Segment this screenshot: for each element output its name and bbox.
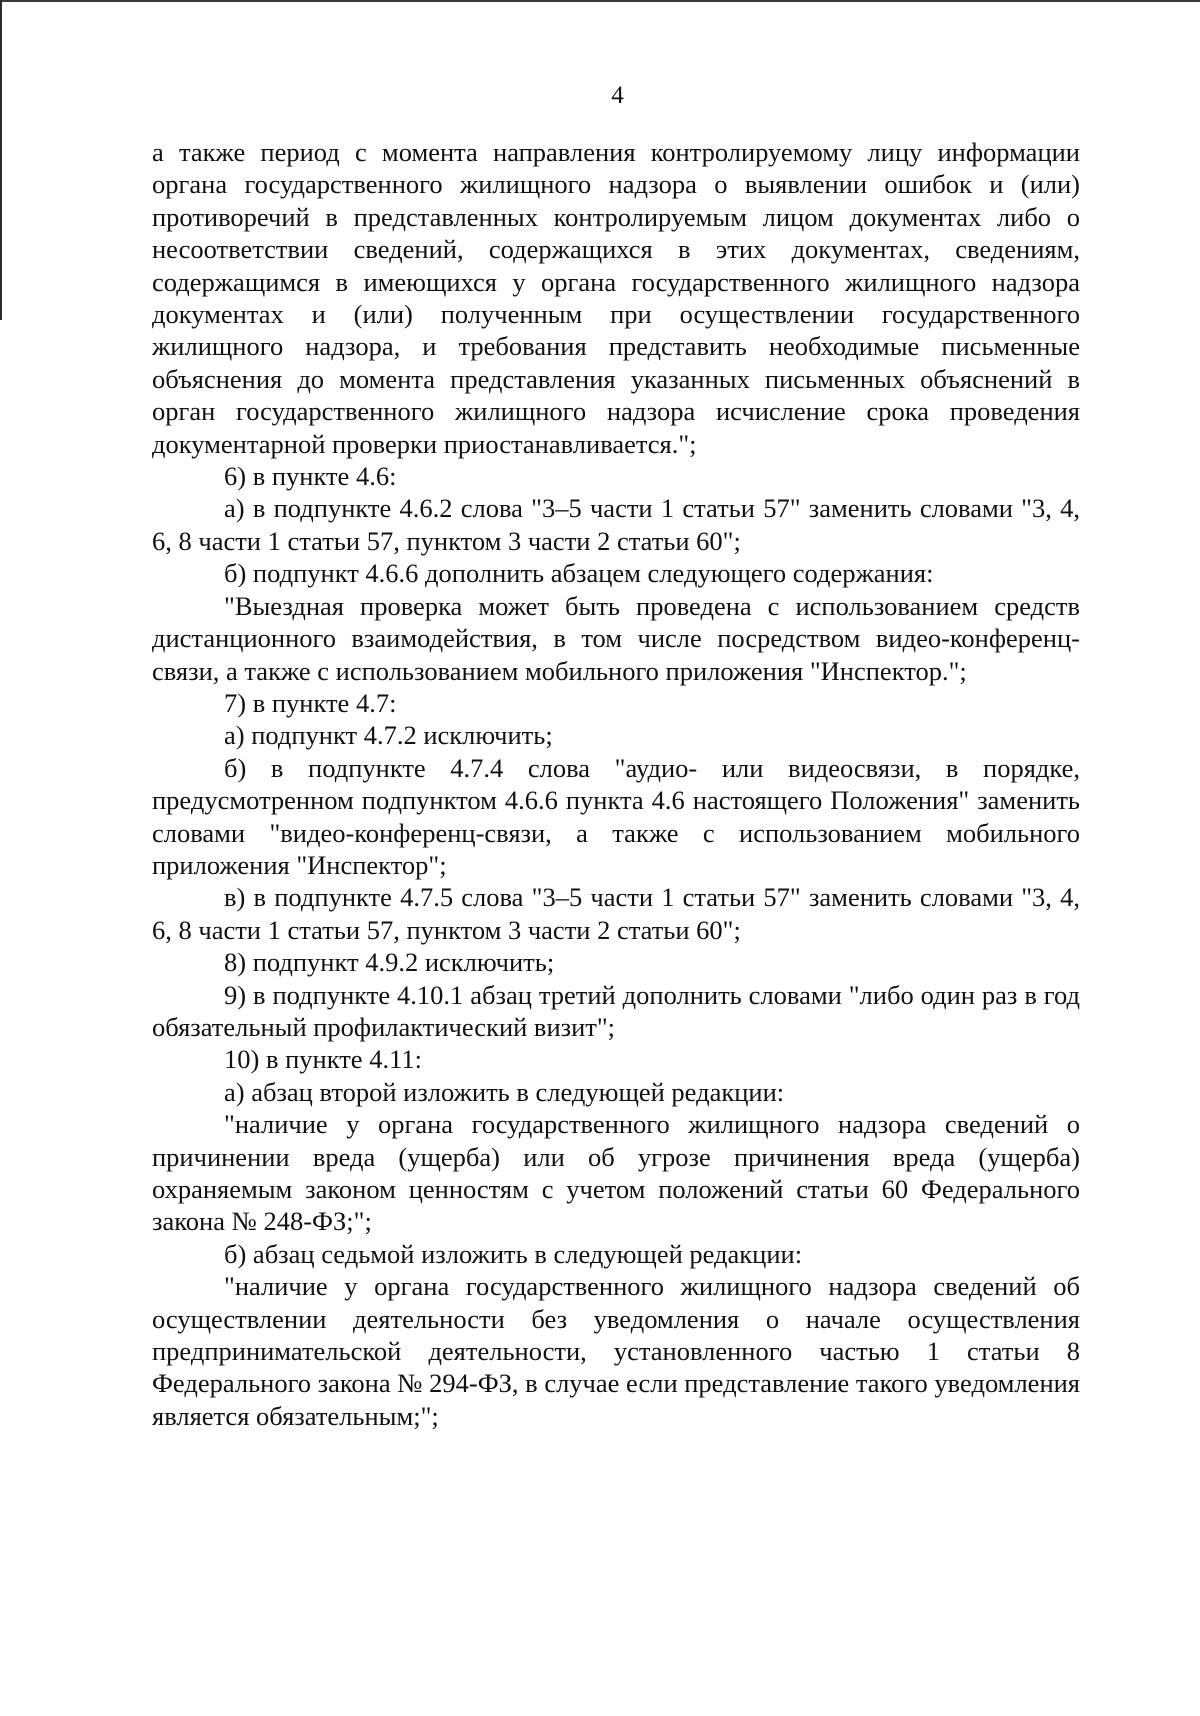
- paragraph: "Выездная проверка может быть проведена с использованием средств дистанционного взаимодействия, в том числе посредством видео-конференц-связи, а также с использованием мобильного приложения "Инспектор.";: [152, 590, 1080, 686]
- paragraph: а) абзац второй изложить в следующей редакции:: [224, 1076, 785, 1107]
- paragraph: 10) в пункте 4.11:: [224, 1044, 422, 1075]
- paragraph: а также период с момента направления контролируемому лицу информации органа государственного жилищного надзора о выявлении ошибок и (или) противоречий в представленных контролируемым лицом документах либо о несоответствии сведений, содержащихся в этих документах, сведениям, содержащимся в имеющихся у органа государственного жилищного надзора документах и (или) полученным при осуществлении государственного жилищного надзора, и требования представить необходимые письменные объяснения до момента представления указанных письменных объяснений в орган государственного жилищного надзора исчисление срока проведения документарной проверки приостанавливается.";: [152, 137, 1080, 459]
- paragraph: 7) в пункте 4.7:: [224, 687, 397, 718]
- document-body: [152, 136, 1080, 1432]
- paragraph: а) в подпункте 4.6.2 слова "3–5 части 1 статьи 57" заменить словами "3, 4, 6, 8 части 1 статьи 57, пунктом 3 части 2 статьи 60";: [152, 493, 1080, 556]
- paragraph: 9) в подпункте 4.10.1 абзац третий дополнить словами "либо один раз в год обязательный профилактический визит";: [152, 979, 1080, 1042]
- paragraph: "наличие у органа государственного жилищного надзора сведений о причинении вреда (ущерба) или об угрозе причинения вреда (ущерба) охраняемым законом ценностям с учетом положений статьи 60 Федерального закона № 248-ФЗ;";: [152, 1109, 1080, 1237]
- paragraph: а) подпункт 4.7.2 исключить;: [224, 720, 553, 751]
- paragraph: 8) подпункт 4.9.2 исключить;: [224, 947, 555, 978]
- scan-top-edge: [0, 0, 1200, 2]
- paragraph: б) в подпункте 4.7.4 слова "аудио- или видеосвязи, в порядке, предусмотренном подпунктом 4.6.6 пункта 4.6 настоящего Положения" заменить словами "видео-конференц-связи, а также с использованием мобильного приложения "Инспектор";: [152, 752, 1080, 880]
- paragraph: "наличие у органа государственного жилищного надзора сведений об осуществлении деятельности без уведомления о начале осуществления предпринимательской деятельности, установленного частью 1 статьи 8 Федерального закона № 294-ФЗ, в случае если представление такого уведомления является обязательным;";: [152, 1271, 1080, 1431]
- paragraph: б) абзац седьмой изложить в следующей редакции:: [224, 1238, 803, 1269]
- page-number: 4: [611, 82, 624, 109]
- paragraph: 6) в пункте 4.6:: [224, 461, 397, 492]
- paragraph: б) подпункт 4.6.6 дополнить абзацем следующего содержания:: [224, 558, 934, 589]
- scan-left-edge: [0, 0, 2, 320]
- paragraph: в) в подпункте 4.7.5 слова "3–5 части 1 статьи 57" заменить словами "3, 4, 6, 8 части 1 статьи 57, пунктом 3 части 2 статьи 60";: [152, 882, 1080, 945]
